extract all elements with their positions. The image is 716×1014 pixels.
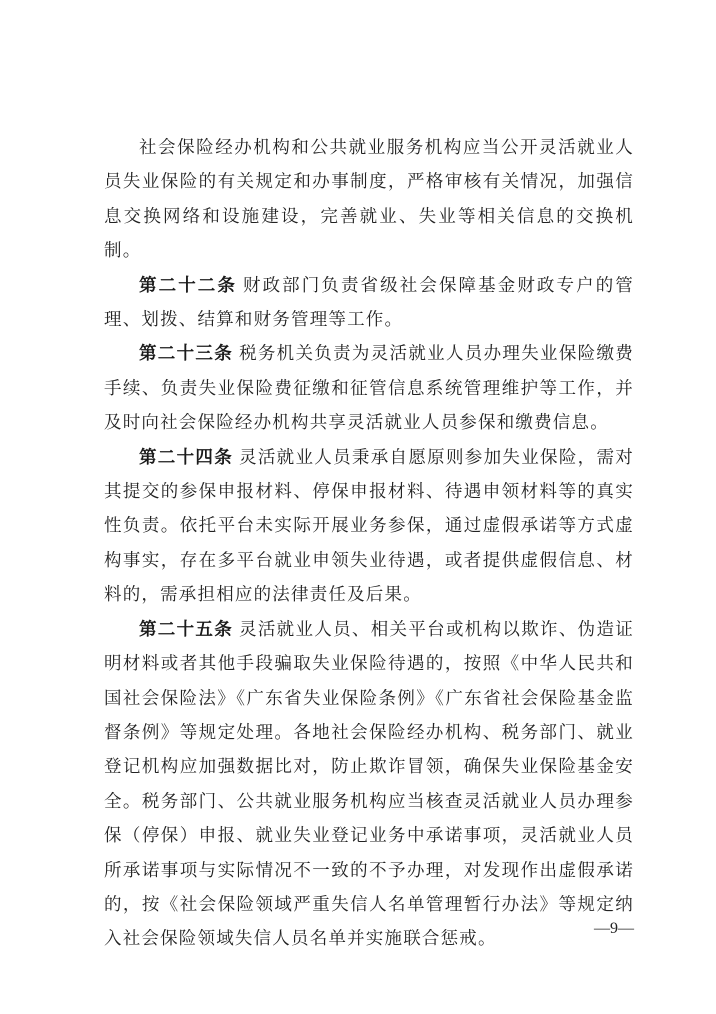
article-number: 第二十三条 [139, 344, 234, 365]
paragraph-text: 灵活就业人员、相关平台或机构以欺诈、伪造证明材料或者其他手段骗取失业保险待遇的，按照《中华人民共和国社会保险法》《广东省失业保险条例》《广东省社会保险基金监督条例》等规定处理。各地社会保险经办机构、税务部门、就业登记机构应加强数据比对，防止欺诈冒领，确保失业保险基金安全。税务部门、公共就业服务机构应当核查灵活就业人员办理参保（停保）申报、就业失业登记业务中承诺事项，灵活就业人员所承诺事项与实际情况不一致的不予办理，对发现作出虚假承诺的，按《社会保险领域严重失信人名单管理暂行办法》等规定纳入社会保险领域失信人员名单并实施联合惩戒。 [104, 619, 634, 950]
paragraph-article-24 [104, 441, 634, 613]
paragraph-text: 财政部门负责省级社会保障基金财政专户的管理、划拨、结算和财务管理等工作。 [104, 275, 635, 331]
paragraph-text: 税务机关负责为灵活就业人员办理失业保险缴费手续、负责失业保险费征缴和征管信息系统管理维护等工作，并及时向社会保险经办机构共享灵活就业人员参保和缴费信息。 [104, 344, 634, 434]
paragraph-text: 社会保险经办机构和公共就业服务机构应当公开灵活就业人员失业保险的有关规定和办事制度，严格审核有关情况，加强信息交换网络和设施建设，完善就业、失业等相关信息的交换机制。 [104, 138, 634, 262]
article-number: 第二十五条 [139, 619, 234, 640]
paragraph-text: 灵活就业人员秉承自愿原则参加失业保险，需对其提交的参保申报材料、停保申报材料、待遇申领材料等的真实性负责。依托平台未实际开展业务参保，通过虚假承诺等方式虚构事实，存在多平台就业申领失业待遇，或者提供虚假信息、材料的，需承担相应的法律责任及后果。 [104, 447, 634, 606]
page-number: —9— [594, 920, 634, 937]
paragraph-article-25 [104, 613, 634, 957]
article-number: 第二十二条 [139, 275, 237, 296]
document-body [104, 131, 634, 957]
article-number: 第二十四条 [139, 447, 234, 468]
paragraph-article-23 [104, 337, 634, 440]
paragraph-article-22 [104, 269, 634, 338]
paragraph-0 [104, 131, 634, 269]
